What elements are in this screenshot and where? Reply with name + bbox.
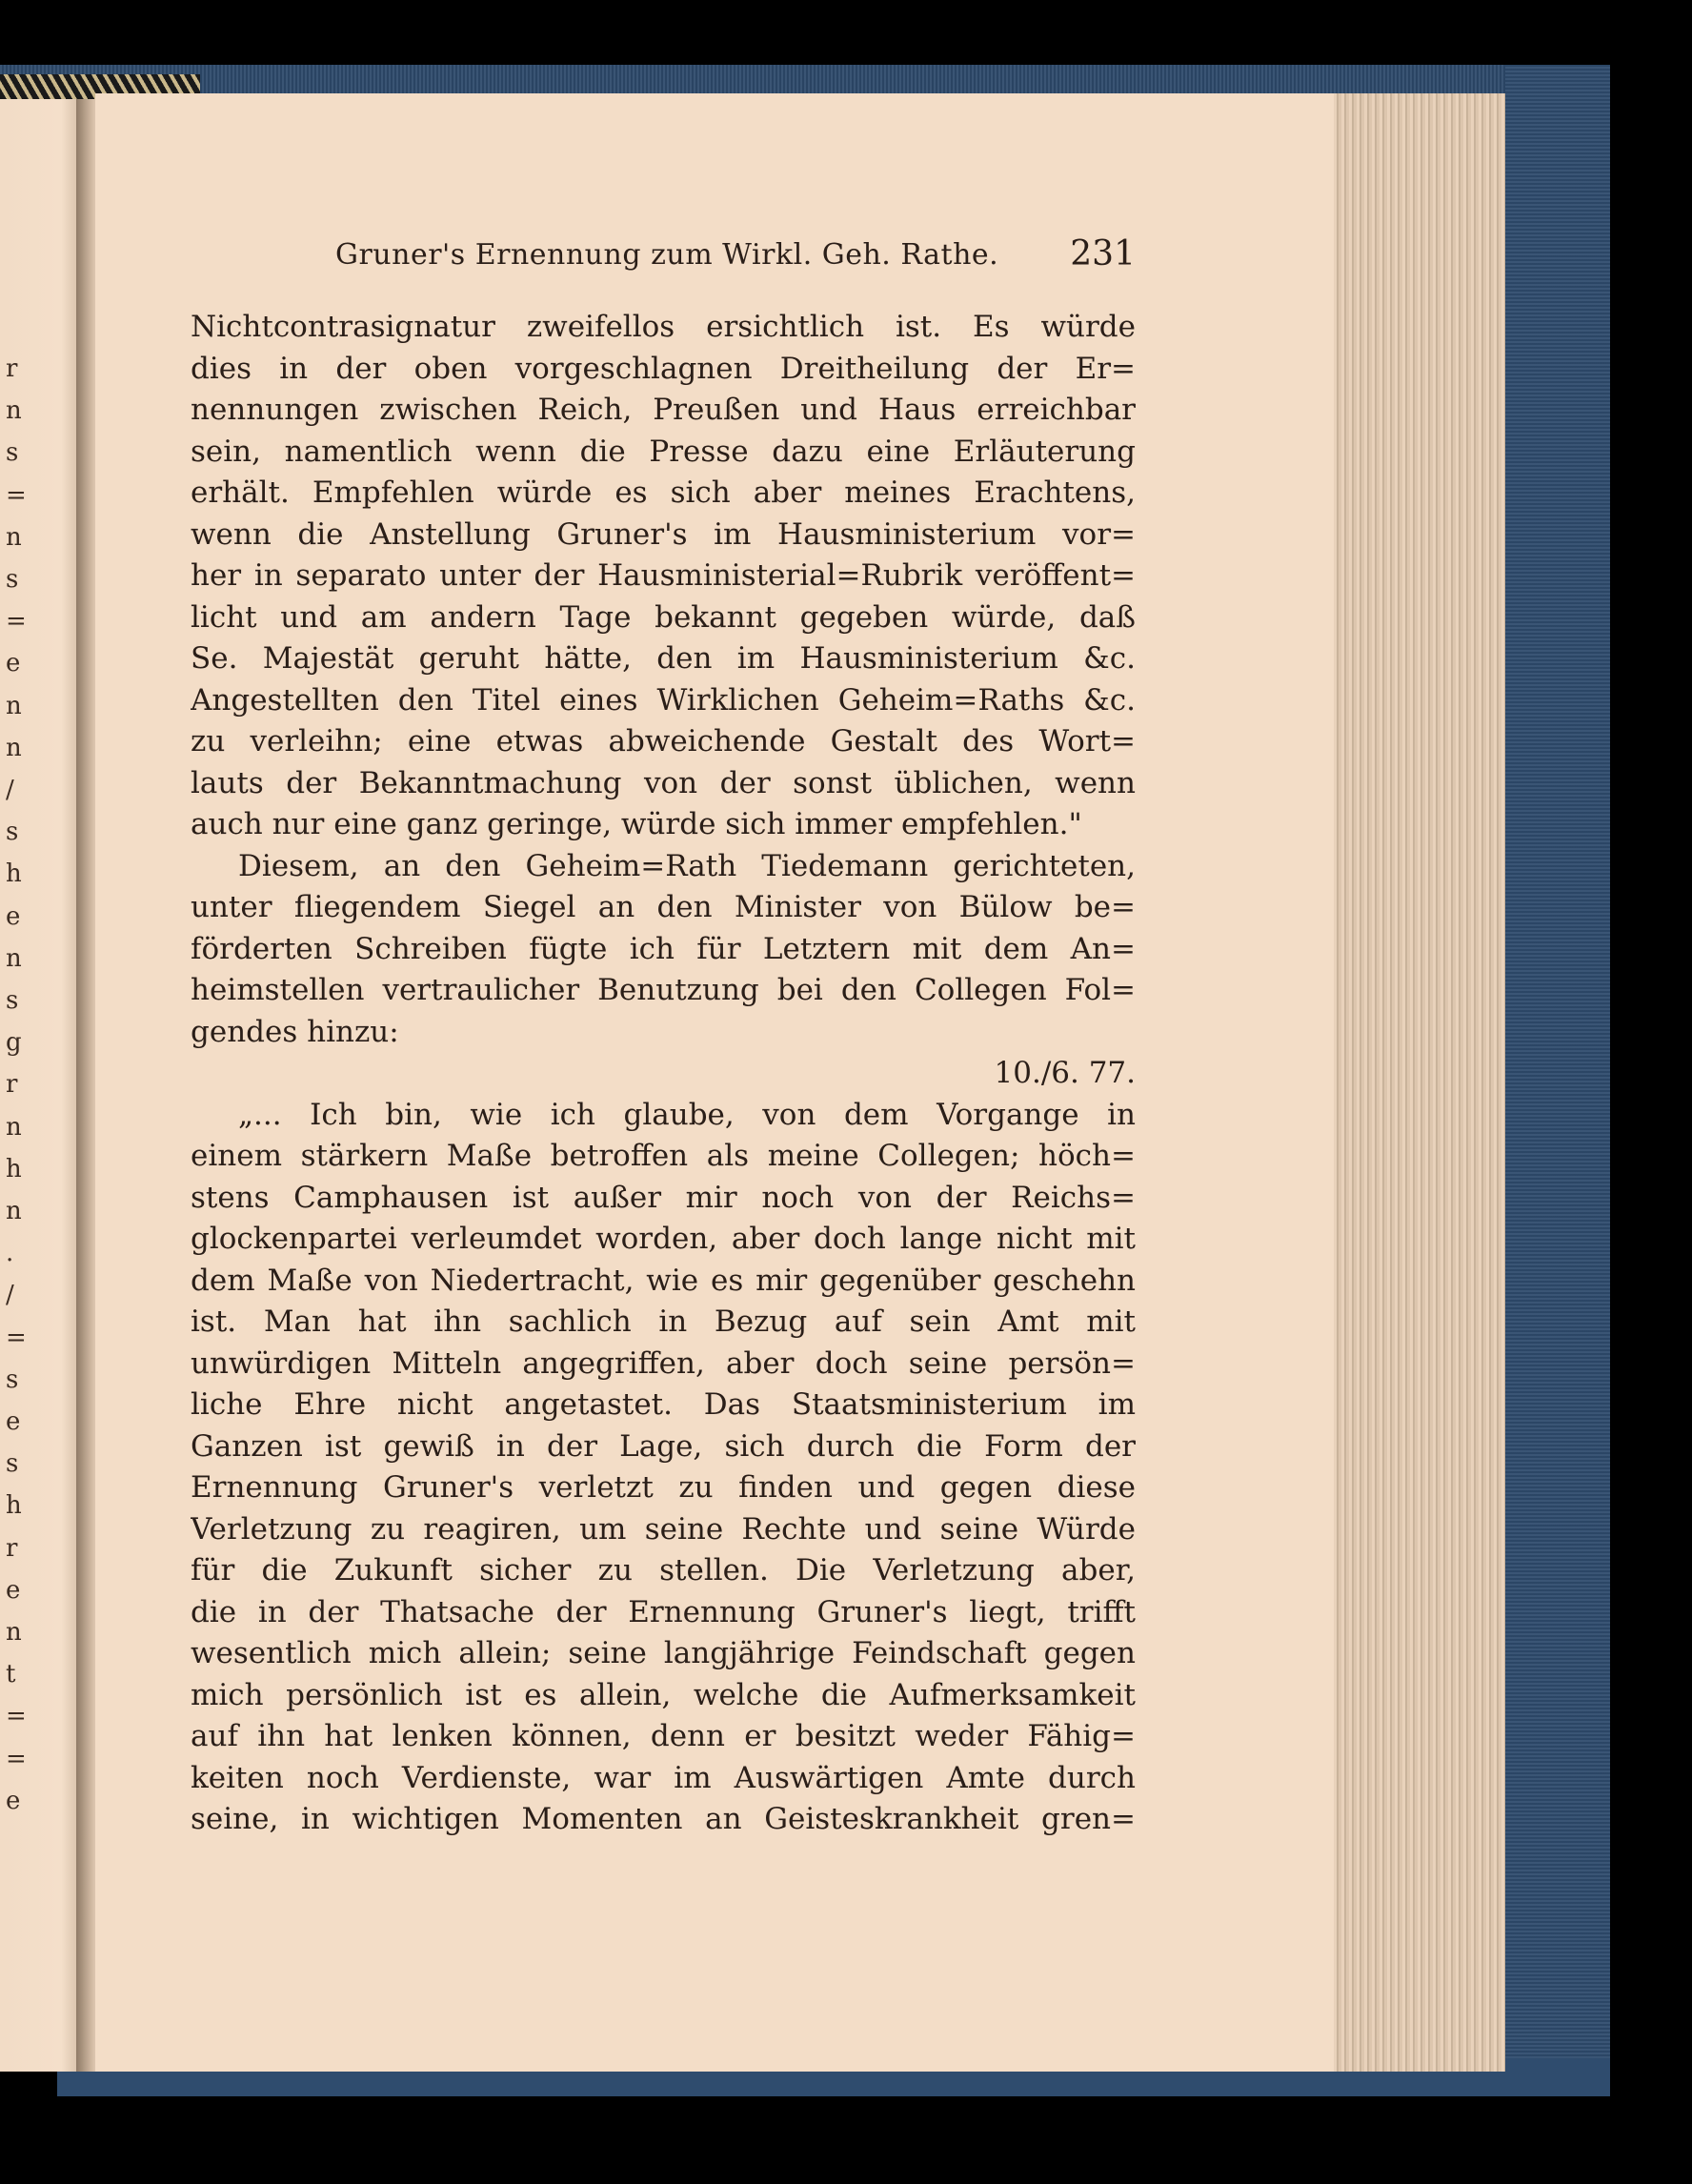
text-line: keiten noch Verdienste, war im Auswärtigen Amte durch [191,1760,1136,1795]
margin-letter: / [6,776,14,804]
margin-letter: h [6,1491,22,1521]
margin-letter: h [6,859,22,889]
text-line: dem Maße von Niedertracht, wie es mir gegenüber geschehn [191,1263,1136,1298]
margin-letter: e [6,901,21,931]
margin-letter: n [6,1197,22,1225]
text-line: 10./6. 77. [994,1056,1136,1090]
margin-letter: s [6,818,19,847]
text-line: Verletzung zu reagiren, um seine Rechte und seine Würde [191,1511,1136,1547]
text-line: unwürdigen Mitteln angegriffen, aber doch seine persön= [191,1345,1136,1381]
margin-letter: = [6,1744,27,1773]
text-line: heimstellen vertraulicher Benutzung bei den Collegen Fol= [191,973,1136,1007]
body-text [191,307,1136,1841]
margin-letter: n [6,691,22,720]
margin-letter: e [6,1407,21,1436]
text-line: erhält. Empfehlen würde es sich aber meines Erachtens, [191,475,1136,510]
margin-letter: = [6,1323,27,1352]
margin-letter: n [6,522,22,552]
text-line: wesentlich mich allein; seine langjährige Feindschaft gegen [191,1636,1136,1670]
text-line: „... Ich bin, wie ich glaube, von dem Vorgange in [238,1097,1136,1132]
text-line: Angestellten den Titel eines Wirklichen Geheim=Raths &c. [191,682,1136,718]
text-line: licht und am andern Tage bekannt gegeben würde, daß [191,599,1136,635]
text-line: zu verleihn; eine etwas abweichende Gestalt des Wort= [191,724,1136,758]
text-line: glockenpartei verleumdet worden, aber doch lange nicht mit [191,1222,1136,1256]
margin-letter: e [6,1786,21,1815]
margin-letter: r [6,354,18,383]
text-line: nennungen zwischen Reich, Preußen und Haus erreichbar [191,393,1136,427]
text-line: auch nur eine ganz geringe, würde sich immer empfehlen." [191,807,1082,841]
text-line: sein, namentlich wenn die Presse dazu eine Erläuterung [191,434,1136,469]
margin-letter: s [6,1449,19,1479]
margin-letter: = [6,607,27,637]
text-line: gendes hinzu: [191,1014,399,1049]
text-line: förderten Schreiben fügte ich für Letztern mit dem An= [191,931,1136,966]
page-number: 231 [1070,234,1136,273]
text-line: liche Ehre nicht angetastet. Das Staatsministerium im [191,1387,1136,1422]
margin-letter: n [6,943,22,973]
margin-letter: n [6,733,22,762]
margin-letter: n [6,396,22,426]
margin-letter: s [6,1365,19,1394]
page-stack-edges [1334,93,1505,2072]
margin-letter: . [6,1239,14,1268]
text-line: Ernennung Gruner's verletzt zu finden und gegen diese [191,1470,1136,1505]
margin-letter: s [6,438,19,468]
margin-letter: e [6,649,21,678]
text-line: seine, in wichtigen Momenten an Geisteskrankheit gren= [191,1802,1136,1836]
text-line: Ganzen ist gewiß in der Lage, sich durch die Form der [191,1428,1136,1464]
text-line: mich persönlich ist es allein, welche die Aufmerksamkeit [191,1677,1136,1712]
text-line: Se. Majestät geruht hätte, den im Hausministerium &c. [191,641,1136,676]
margin-letter: e [6,1575,21,1605]
text-line: Diesem, an den Geheim=Rath Tiedemann gerichteten, [238,848,1136,883]
text-line: stens Camphausen ist außer mir noch von der Reichs= [191,1180,1136,1215]
book-cover-right [1505,65,1610,2096]
margin-letter: s [6,986,19,1015]
margin-letter: / [6,1281,14,1310]
header-title: Gruner's Ernennung zum Wirkl. Geh. Rathe. [335,238,999,272]
margin-letter: n [6,1112,22,1142]
text-line: ist. Man hat ihn sachlich in Bezug auf sein Amt mit [191,1304,1136,1339]
text-line: her in separato unter der Hausministerial=Rubrik veröffent= [191,558,1136,593]
margin-letter: = [6,480,27,510]
text-line: unter fliegendem Siegel an den Minister von Bülow be= [191,890,1136,924]
text-line: dies in der oben vorgeschlagnen Dreitheilung der Er= [191,351,1136,386]
running-header [335,234,1136,286]
margin-letter: s [6,565,19,594]
margin-letter: n [6,1618,22,1647]
text-line: auf ihn hat lenken können, denn er besitzt weder Fähig= [191,1719,1136,1753]
text-line: Nichtcontrasignatur zweifellos ersichtlich ist. Es würde [191,310,1136,344]
margin-letter: r [6,1533,18,1563]
margin-letter: r [6,1070,18,1100]
margin-letter: = [6,1702,27,1731]
text-line: die in der Thatsache der Ernennung Gruner's liegt, trifft [191,1594,1136,1629]
text-line: einem stärkern Maße betroffen als meine Collegen; höch= [191,1139,1136,1173]
margin-letter: h [6,1154,22,1183]
margin-letter: g [6,1028,22,1058]
text-line: wenn die Anstellung Gruner's im Hausministerium vor= [191,516,1136,552]
margin-letter: t [6,1660,16,1689]
text-line: lauts der Bekanntmachung von der sonst üblichen, wenn [191,765,1136,800]
text-line: für die Zukunft sicher zu stellen. Die Verletzung aber, [191,1553,1136,1587]
